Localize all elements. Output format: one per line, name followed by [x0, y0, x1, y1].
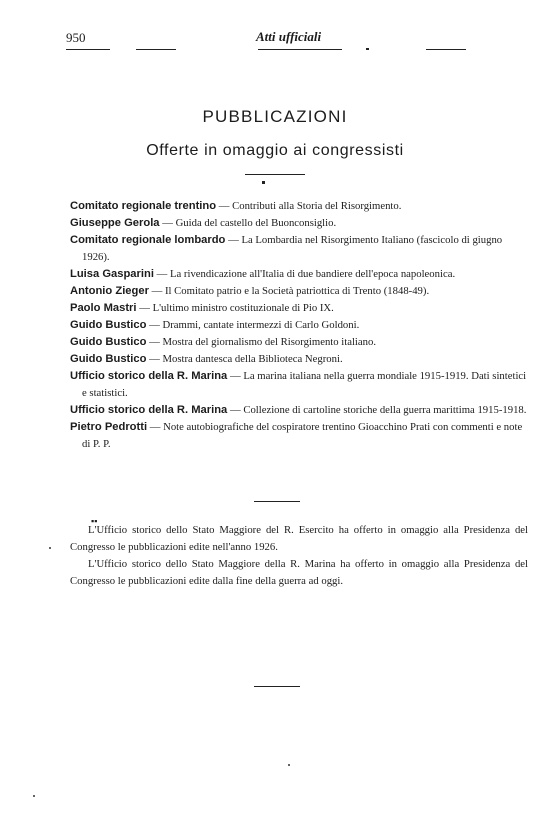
- running-title: Atti ufficiali: [256, 29, 322, 44]
- entry-author: Paolo Mastri: [70, 302, 137, 314]
- entry-title: Mostra dantesca della Biblioteca Negroni.: [162, 353, 343, 365]
- entry-dash: —: [149, 421, 161, 433]
- list-item: [70, 232, 528, 266]
- list-item: [70, 266, 528, 283]
- list-item: [70, 215, 528, 232]
- section-subtitle: Offerte in omaggio ai congressisti: [146, 142, 404, 159]
- list-item: [70, 402, 528, 419]
- note-paragraph: L'Ufficio storico dello Stato Maggiore del R. Esercito ha offerto in omaggio alla Presidenza del Congresso le pubblicazioni edite nell'anno 1926.: [70, 524, 528, 553]
- list-item: [70, 419, 528, 453]
- entry-dash: —: [149, 336, 160, 348]
- entry-author: Antonio Zieger: [70, 285, 149, 297]
- list-item: [70, 334, 528, 351]
- entry-author: Guido Bustico: [70, 336, 147, 348]
- entry-title: Contributi alla Storia del Risorgimento.: [232, 200, 402, 212]
- entry-title: Mostra del giornalismo del Risorgimento italiano.: [162, 336, 377, 348]
- entry-title: L'ultimo ministro costituzionale di Pio IX.: [152, 302, 334, 314]
- print-speck: [288, 764, 290, 766]
- entry-author: Comitato regionale lombardo: [70, 234, 226, 246]
- entry-author: Comitato regionale trentino: [70, 200, 217, 212]
- header-rule: [426, 49, 466, 50]
- entry-dash: —: [151, 285, 163, 297]
- entry-author: Guido Bustico: [70, 319, 147, 331]
- header-dot: [366, 48, 369, 50]
- entry-title: Il Comitato patrio e la Società patriottica di Trento (1848-49).: [164, 285, 430, 297]
- entry-author: Guido Bustico: [70, 353, 147, 365]
- entry-author: Ufficio storico della R. Marina: [70, 370, 228, 382]
- entry-dash: —: [228, 234, 239, 246]
- page-number: 950: [66, 30, 86, 45]
- entry-dash: —: [139, 302, 150, 314]
- header-rule: [66, 49, 110, 50]
- notes-block: [70, 522, 528, 590]
- entry-dash: —: [149, 319, 160, 331]
- list-item: [70, 283, 528, 300]
- closing-divider: [254, 686, 300, 687]
- note-paragraph: L'Ufficio storico dello Stato Maggiore della R. Marina ha offerto in omaggio alla Presidenza del Congresso le pubblicazioni edite dalla fine della guerra ad oggi.: [70, 558, 528, 587]
- entry-dash: —: [229, 370, 241, 382]
- list-item: [70, 198, 528, 215]
- entry-author: Pietro Pedrotti: [70, 421, 148, 433]
- notes-marker: ▪▪: [91, 516, 98, 526]
- section-divider: [254, 501, 300, 502]
- entry-author: Giuseppe Gerola: [70, 217, 160, 229]
- header-rule: [258, 49, 342, 50]
- entry-title: Note autobiografiche del cospiratore trentino Gioacchino Prati con commenti e note di P. P.: [82, 421, 523, 450]
- entry-author: Ufficio storico della R. Marina: [70, 404, 228, 416]
- list-item: [70, 368, 528, 402]
- list-item: [70, 317, 528, 334]
- entry-author: Luisa Gasparini: [70, 268, 154, 280]
- page-header: [66, 30, 508, 54]
- list-item: [70, 300, 528, 317]
- print-speck: [33, 795, 35, 797]
- header-rule: [136, 49, 176, 50]
- print-speck: [49, 547, 51, 549]
- entry-dash: —: [149, 353, 160, 365]
- entry-dash: —: [156, 268, 168, 280]
- entry-title: Drammi, cantate intermezzi di Carlo Goldoni.: [162, 319, 360, 331]
- entry-dash: —: [229, 404, 241, 416]
- list-item: [70, 351, 528, 368]
- publication-list: [70, 198, 528, 453]
- entry-title: Collezione di cartoline storiche della guerra marittima 1915-1918.: [243, 404, 527, 416]
- entry-dash: —: [162, 217, 173, 229]
- section-title: PUBBLICAZIONI: [202, 107, 348, 126]
- title-divider: [245, 174, 305, 175]
- entry-title: Guida del castello del Buonconsiglio.: [175, 217, 337, 229]
- entry-dash: —: [218, 200, 230, 212]
- entry-title: La Lombardia nel Risorgimento Italiano (fascicolo di giugno 1926).: [82, 234, 503, 263]
- entry-title: La rivendicazione all'Italia di due bandiere dell'epoca napoleonica.: [169, 268, 456, 280]
- title-ornament: [262, 181, 265, 184]
- entry-title: La marina italiana nella guerra mondiale 1915-1919. Dati sintetici e statistici.: [82, 370, 527, 399]
